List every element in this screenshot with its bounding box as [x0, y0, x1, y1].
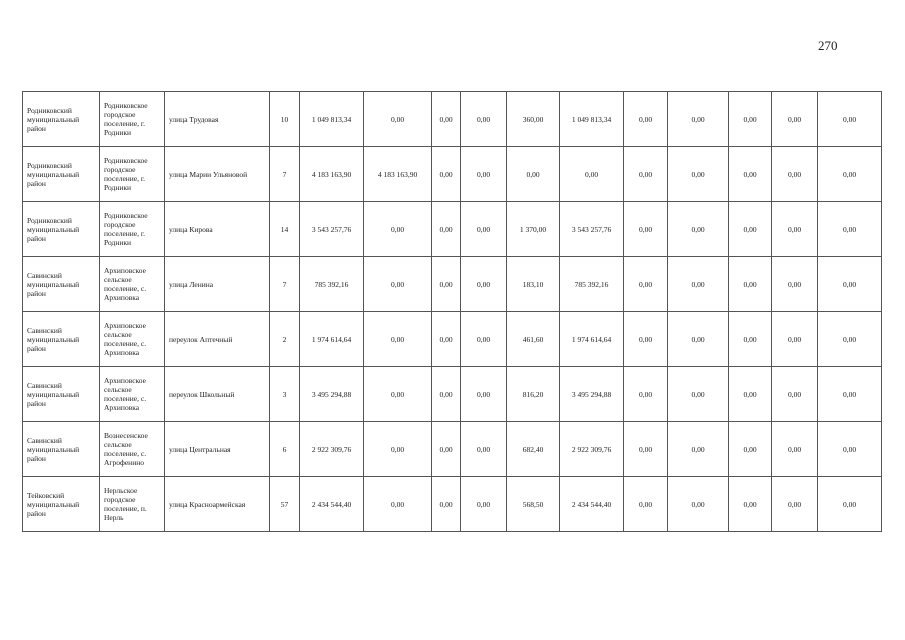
value-cell-2: 0,00 [364, 257, 432, 312]
value-cell-9: 0,00 [729, 367, 772, 422]
district-cell: Савинский муниципальный район [23, 257, 100, 312]
value-cell-2: 0,00 [364, 422, 432, 477]
value-cell-7: 0,00 [624, 312, 668, 367]
value-cell-6: 1 049 813,34 [560, 92, 624, 147]
table-row [23, 202, 882, 257]
settlement-cell: Родниковское городское поселение, г. Родники [100, 147, 165, 202]
value-cell-10: 0,00 [772, 477, 818, 532]
value-cell-2: 0,00 [364, 202, 432, 257]
value-cell-5: 0,00 [507, 147, 560, 202]
count-cell: 7 [270, 257, 300, 312]
value-cell-11: 0,00 [818, 312, 882, 367]
value-cell-8: 0,00 [668, 92, 729, 147]
value-cell-5: 568,50 [507, 477, 560, 532]
value-cell-8: 0,00 [668, 202, 729, 257]
value-cell-4: 0,00 [461, 422, 507, 477]
value-cell-5: 461,60 [507, 312, 560, 367]
street-cell: переулок Аптечный [165, 312, 270, 367]
value-cell-6: 0,00 [560, 147, 624, 202]
value-cell-11: 0,00 [818, 422, 882, 477]
data-table [22, 91, 882, 532]
value-cell-10: 0,00 [772, 257, 818, 312]
value-cell-9: 0,00 [729, 147, 772, 202]
settlement-cell: Вознесенское сельское поселение, с. Агрофенино [100, 422, 165, 477]
count-cell: 3 [270, 367, 300, 422]
value-cell-10: 0,00 [772, 202, 818, 257]
value-cell-4: 0,00 [461, 312, 507, 367]
value-cell-10: 0,00 [772, 422, 818, 477]
value-cell-6: 3 495 294,88 [560, 367, 624, 422]
value-cell-4: 0,00 [461, 92, 507, 147]
count-cell: 7 [270, 147, 300, 202]
value-cell-7: 0,00 [624, 422, 668, 477]
settlement-cell: Родниковское городское поселение, г. Родники [100, 92, 165, 147]
value-cell-9: 0,00 [729, 92, 772, 147]
settlement-cell: Архиповское сельское поселение, с. Архиповка [100, 367, 165, 422]
district-cell: Савинский муниципальный район [23, 422, 100, 477]
value-cell-8: 0,00 [668, 257, 729, 312]
page-number: 270 [818, 38, 838, 53]
value-cell-1: 1 049 813,34 [300, 92, 364, 147]
value-cell-9: 0,00 [729, 422, 772, 477]
street-cell: улица Ленина [165, 257, 270, 312]
value-cell-5: 682,40 [507, 422, 560, 477]
value-cell-3: 0,00 [432, 92, 461, 147]
district-cell: Родниковский муниципальный район [23, 147, 100, 202]
value-cell-7: 0,00 [624, 92, 668, 147]
street-cell: улица Центральная [165, 422, 270, 477]
value-cell-11: 0,00 [818, 367, 882, 422]
value-cell-5: 360,00 [507, 92, 560, 147]
value-cell-10: 0,00 [772, 92, 818, 147]
value-cell-7: 0,00 [624, 367, 668, 422]
table-row [23, 147, 882, 202]
settlement-cell: Родниковское городское поселение, г. Родники [100, 202, 165, 257]
value-cell-9: 0,00 [729, 202, 772, 257]
value-cell-10: 0,00 [772, 312, 818, 367]
value-cell-5: 1 370,00 [507, 202, 560, 257]
value-cell-9: 0,00 [729, 477, 772, 532]
value-cell-1: 4 183 163,90 [300, 147, 364, 202]
count-cell: 10 [270, 92, 300, 147]
value-cell-7: 0,00 [624, 477, 668, 532]
table-row [23, 367, 882, 422]
count-cell: 14 [270, 202, 300, 257]
value-cell-1: 3 543 257,76 [300, 202, 364, 257]
value-cell-4: 0,00 [461, 367, 507, 422]
value-cell-11: 0,00 [818, 477, 882, 532]
value-cell-7: 0,00 [624, 257, 668, 312]
count-cell: 2 [270, 312, 300, 367]
value-cell-2: 0,00 [364, 92, 432, 147]
value-cell-2: 0,00 [364, 367, 432, 422]
settlement-cell: Нерльское городское поселение, п. Нерль [100, 477, 165, 532]
value-cell-3: 0,00 [432, 367, 461, 422]
value-cell-1: 1 974 614,64 [300, 312, 364, 367]
value-cell-11: 0,00 [818, 147, 882, 202]
value-cell-3: 0,00 [432, 422, 461, 477]
value-cell-2: 0,00 [364, 477, 432, 532]
street-cell: переулок Школьный [165, 367, 270, 422]
value-cell-1: 785 392,16 [300, 257, 364, 312]
street-cell: улица Трудовая [165, 92, 270, 147]
value-cell-1: 3 495 294,88 [300, 367, 364, 422]
street-cell: улица Марии Ульяновой [165, 147, 270, 202]
value-cell-11: 0,00 [818, 257, 882, 312]
value-cell-9: 0,00 [729, 312, 772, 367]
district-cell: Родниковский муниципальный район [23, 202, 100, 257]
district-cell: Тейковский муниципальный район [23, 477, 100, 532]
value-cell-4: 0,00 [461, 257, 507, 312]
value-cell-4: 0,00 [461, 202, 507, 257]
table-row [23, 312, 882, 367]
value-cell-5: 183,10 [507, 257, 560, 312]
table-row [23, 422, 882, 477]
table-body [23, 92, 882, 532]
value-cell-4: 0,00 [461, 477, 507, 532]
street-cell: улица Красноармейская [165, 477, 270, 532]
value-cell-6: 3 543 257,76 [560, 202, 624, 257]
value-cell-8: 0,00 [668, 147, 729, 202]
value-cell-2: 4 183 163,90 [364, 147, 432, 202]
settlement-cell: Архиповское сельское поселение, с. Архиповка [100, 312, 165, 367]
value-cell-1: 2 922 309,76 [300, 422, 364, 477]
district-cell: Савинский муниципальный район [23, 312, 100, 367]
district-cell: Савинский муниципальный район [23, 367, 100, 422]
street-cell: улица Кирова [165, 202, 270, 257]
value-cell-6: 2 434 544,40 [560, 477, 624, 532]
count-cell: 57 [270, 477, 300, 532]
value-cell-4: 0,00 [461, 147, 507, 202]
value-cell-10: 0,00 [772, 147, 818, 202]
value-cell-3: 0,00 [432, 477, 461, 532]
table-row [23, 477, 882, 532]
value-cell-6: 1 974 614,64 [560, 312, 624, 367]
value-cell-5: 816,20 [507, 367, 560, 422]
value-cell-8: 0,00 [668, 422, 729, 477]
value-cell-8: 0,00 [668, 312, 729, 367]
value-cell-3: 0,00 [432, 147, 461, 202]
value-cell-3: 0,00 [432, 202, 461, 257]
value-cell-3: 0,00 [432, 257, 461, 312]
value-cell-11: 0,00 [818, 92, 882, 147]
value-cell-8: 0,00 [668, 477, 729, 532]
value-cell-7: 0,00 [624, 147, 668, 202]
table-row [23, 92, 882, 147]
value-cell-1: 2 434 544,40 [300, 477, 364, 532]
value-cell-7: 0,00 [624, 202, 668, 257]
count-cell: 6 [270, 422, 300, 477]
value-cell-6: 2 922 309,76 [560, 422, 624, 477]
value-cell-11: 0,00 [818, 202, 882, 257]
table-row [23, 257, 882, 312]
settlement-cell: Архиповское сельское поселение, с. Архиповка [100, 257, 165, 312]
value-cell-9: 0,00 [729, 257, 772, 312]
value-cell-3: 0,00 [432, 312, 461, 367]
district-cell: Родниковский муниципальный район [23, 92, 100, 147]
value-cell-8: 0,00 [668, 367, 729, 422]
value-cell-6: 785 392,16 [560, 257, 624, 312]
value-cell-2: 0,00 [364, 312, 432, 367]
value-cell-10: 0,00 [772, 367, 818, 422]
